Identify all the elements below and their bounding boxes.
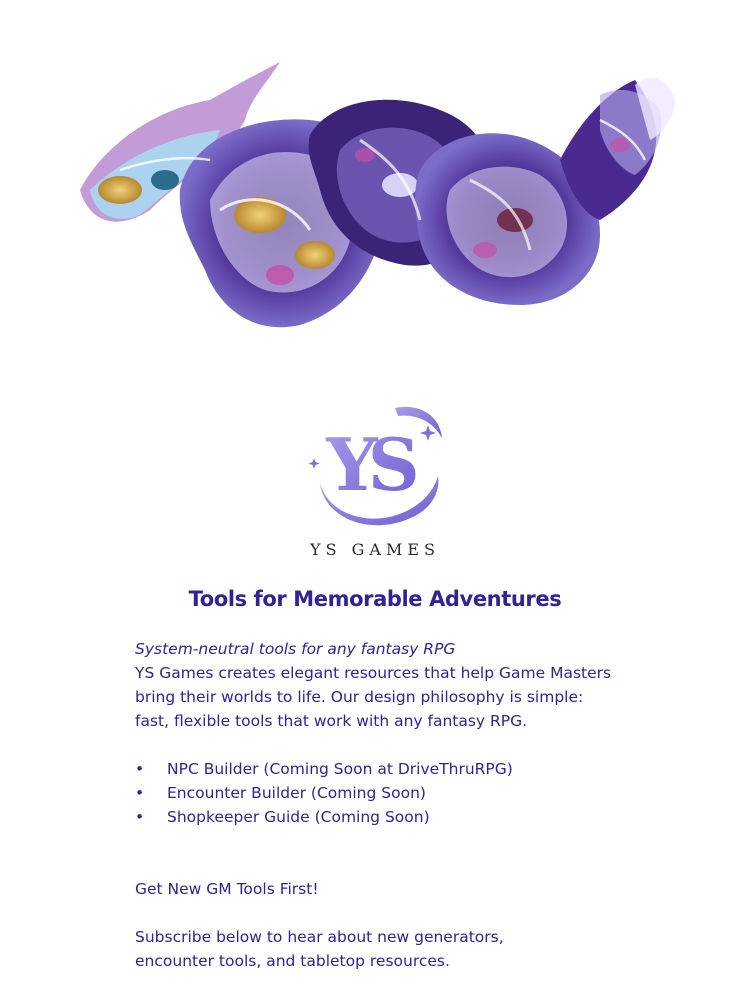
- bullet: •: [135, 760, 145, 778]
- bullet: •: [135, 784, 145, 802]
- call-to-action: [135, 853, 635, 997]
- fluid-art-banner: [60, 40, 690, 360]
- ys-games-logo: [300, 398, 450, 538]
- product-label: NPC Builder (Coming Soon at DriveThruRPG): [167, 760, 513, 778]
- list-item: [135, 781, 635, 805]
- list-item: [135, 757, 635, 781]
- brand-name: YS GAMES: [310, 540, 440, 559]
- product-list: [135, 757, 635, 829]
- logo-monogram: YS: [326, 422, 410, 507]
- main-content: [135, 637, 635, 997]
- page-headline: Tools for Memorable Adventures: [188, 587, 562, 611]
- bullet: •: [135, 808, 145, 826]
- product-label: Shopkeeper Guide (Coming Soon): [167, 808, 430, 826]
- list-item: [135, 805, 635, 829]
- cta-heading: Get New GM Tools First!: [135, 880, 319, 898]
- intro-paragraph: YS Games creates elegant resources that help Game Masters bring their worlds to life. Our design philosophy is simple: fast, flexible tools that work with any fantasy RPG.: [135, 664, 612, 730]
- cta-body: Subscribe below to hear about new generators, encounter tools, and tabletop resources.: [135, 928, 504, 970]
- product-label: Encounter Builder (Coming Soon): [167, 784, 426, 802]
- tagline: System-neutral tools for any fantasy RPG: [135, 640, 456, 658]
